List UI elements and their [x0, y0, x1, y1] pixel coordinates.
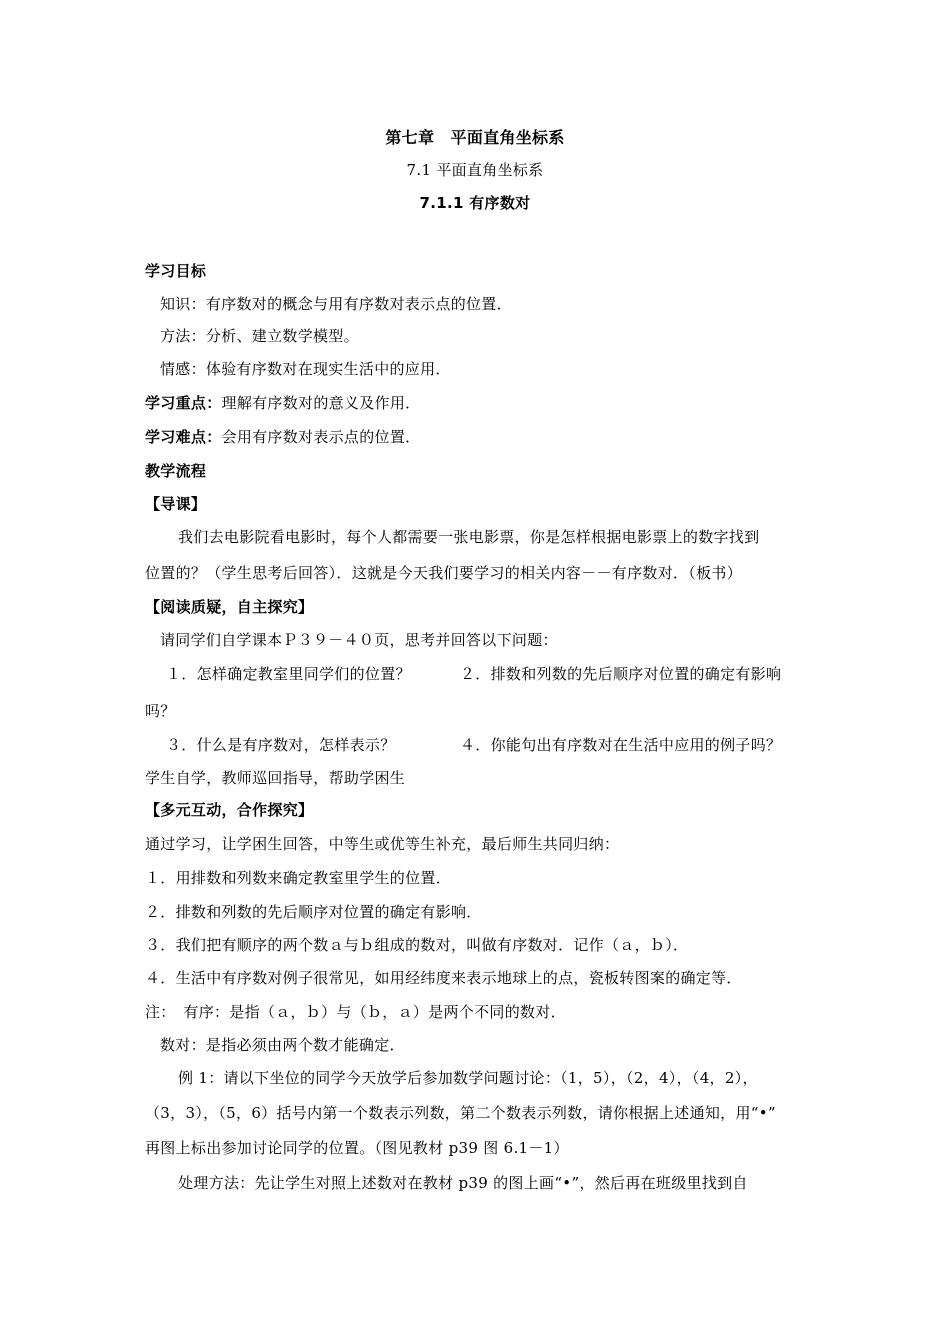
interaction-point-1: １．用排数和列数来确定教室里学生的位置． — [145, 869, 452, 887]
intro-line-1: 我们去电影院看电影时，每个人都需要一张电影票，你是怎样根据电影票上的数字找到 — [178, 528, 760, 546]
interaction-point-2: ２．排数和列数的先后顺序对位置的确定有影响． — [145, 903, 482, 921]
section-title: 7.1 平面直角坐标系 — [406, 161, 544, 179]
method-line-1: 处理方法：先让学生对照上述数对在教材 p39 的图上画“•”，然后再在班级里找到自 — [178, 1174, 748, 1192]
difficulty-label: 学习难点： — [145, 428, 222, 446]
difficulty — [145, 427, 420, 447]
question-1: １．怎样确定教室里同学们的位置？ — [166, 665, 411, 683]
interaction-point-4: ４．生活中有序数对例子很常见，如用经纬度来表示地球上的点，瓷板转图案的确定等． — [145, 969, 742, 987]
interaction-note-1: 注： 有序：是指（ａ，ｂ）与（ｂ，ａ）是两个不同的数对． — [145, 1003, 566, 1021]
example-line-1: 例 1：请以下坐位的同学今天放学后参加数学问题讨论：（1，5），（2，4），（4，2）， — [178, 1069, 758, 1087]
example-line-2: （3，3），（5，6）括号内第一个数表示列数，第二个数表示列数，请你根据上述通知，用“•” — [145, 1104, 776, 1122]
reading-prompt: 请同学们自学课本Ｐ３９－４０页，思考并回答以下问题： — [160, 631, 558, 649]
intro-line-2: 位置的？（学生思考后回答）．这就是今天我们要学习的相关内容－－有序数对．（板书） — [145, 564, 743, 582]
intro-heading: 【导课】 — [145, 495, 207, 513]
interaction-point-3: ３．我们把有顺序的两个数ａ与ｂ组成的数对，叫做有序数对．记作（ａ，ｂ）． — [145, 936, 689, 954]
example-line-3: 再图上标出参加讨论同学的位置。（图见教材 p39 图 6.1－1） — [145, 1139, 569, 1157]
question-2: ２．排数和列数的先后顺序对位置的确定有影响 — [460, 665, 782, 683]
difficulty-text: 会用有序数对表示点的位置． — [221, 428, 421, 446]
objective-knowledge: 知识：有序数对的概念与用有序数对表示点的位置． — [160, 295, 512, 313]
interaction-heading: 【多元互动，合作探究】 — [145, 801, 314, 819]
key-point-label: 学习重点： — [145, 394, 222, 412]
question-4: ４．你能句出有序数对在生活中应用的例子吗？ — [460, 736, 782, 754]
process-heading: 教学流程 — [145, 462, 207, 480]
key-point — [145, 393, 420, 413]
objective-emotion: 情感：体验有序数对在现实生活中的应用． — [160, 360, 451, 378]
objective-method: 方法：分析、建立数学模型。 — [160, 327, 359, 345]
objectives-heading: 学习目标 — [145, 262, 207, 280]
interaction-intro: 通过学习，让学困生回答，中等生或优等生补充，最后师生共同归纳： — [145, 835, 620, 853]
key-point-text: 理解有序数对的意义及作用． — [221, 394, 421, 412]
question-2-continued: 吗？ — [145, 702, 176, 720]
question-3: ３．什么是有序数对，怎样表示？ — [166, 736, 396, 754]
reading-note: 学生自学，教师巡回指导，帮助学困生 — [145, 769, 406, 787]
reading-heading: 【阅读质疑，自主探究】 — [145, 598, 314, 616]
interaction-note-2: 数对：是指必须由两个数才能确定． — [160, 1036, 405, 1054]
subsection-title: 7.1.1 有序数对 — [419, 194, 531, 212]
chapter-title: 第七章 平面直角坐标系 — [385, 128, 565, 147]
